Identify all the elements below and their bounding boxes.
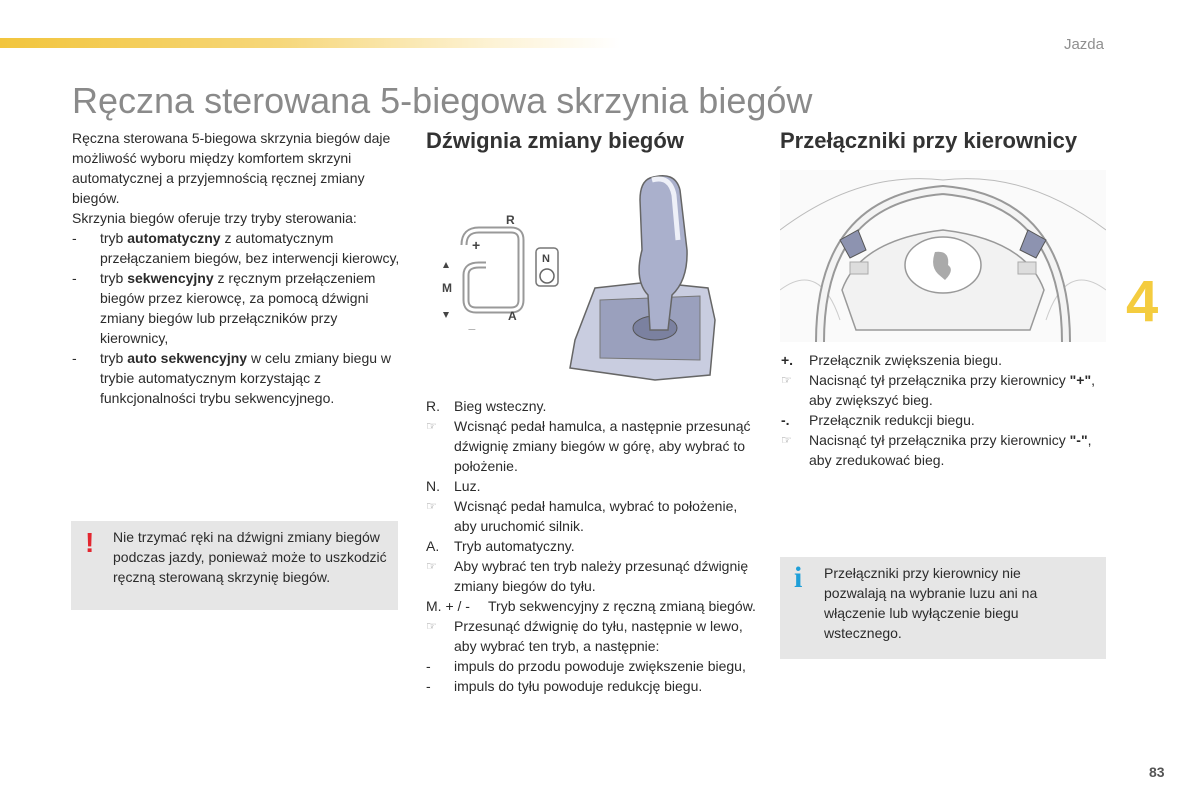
info-box xyxy=(780,557,1106,659)
list-item: M. + / - Tryb sekwencyjny z ręczną zmianą biegów. xyxy=(426,598,756,614)
list-item: -. Przełącznik redukcji biegu. xyxy=(781,412,975,428)
gate-diagram xyxy=(436,210,566,330)
mode-item: - tryb sekwencyjny z ręcznym przełączeniem biegów przez kierowcę, za pomocą dźwigni zmiany biegów lub przełączników przy kierownicy, xyxy=(72,270,376,346)
exclamation-icon: ! xyxy=(85,527,95,558)
page-title: Ręczna sterowana 5-biegowa skrzynia biegów xyxy=(72,80,813,121)
intro-paragraph: Ręczna sterowana 5-biegowa skrzynia biegów daje możliwość wyboru między komfortem skrzyni automatycznej a przyjemnością ręcznej zmiany biegów. xyxy=(72,130,391,206)
start-button-icon xyxy=(540,269,554,283)
list-item: - impuls do tyłu powoduje redukcję biegu. xyxy=(426,678,703,694)
list-item: ☞ Nacisnąć tył przełącznika przy kierownicy "+", aby zwiększyć bieg. xyxy=(781,372,1095,408)
lever-heading: Dźwignia zmiany biegów xyxy=(426,128,684,153)
section-name: Jazda xyxy=(1063,36,1104,53)
list-item: +. Przełącznik zwiększenia biegu. xyxy=(781,352,1002,368)
list-item: ☞ Przesunąć dźwignię do tyłu, następnie w lewo, aby wybrać ten tryb, a następnie: xyxy=(426,618,743,654)
gate-label-plus: + xyxy=(472,237,481,253)
mode-item: - tryb auto sekwencyjny w celu zmiany biegu w trybie automatycznym korzystając z funkcjonalności trybu sekwencyjnego. xyxy=(72,350,392,406)
intro-paragraph: Skrzynia biegów oferuje trzy tryby sterowania: xyxy=(72,210,357,226)
gate-label-a: A xyxy=(508,309,517,323)
warning-text: Nie trzymać ręki na dźwigni zmiany biegów podczas jazdy, ponieważ może to uszkodzić ręczną sterowaną skrzynię biegów. xyxy=(113,529,387,585)
list-item: R. Bieg wsteczny. xyxy=(426,398,547,414)
list-item: - impuls do przodu powoduje zwiększenie biegu, xyxy=(426,658,746,674)
steering-wheel-illustration xyxy=(780,170,1106,342)
gate-label-r: R xyxy=(506,213,515,227)
list-item: N. Luz. xyxy=(426,478,481,494)
intro-column xyxy=(72,128,402,408)
warning-box xyxy=(71,521,398,610)
list-item: A. Tryb automatyczny. xyxy=(426,538,575,554)
info-text: Przełączniki przy kierownicy nie pozwalają na wybranie luzu ani na włączenie lub wyłączenie biegu wstecznego. xyxy=(824,565,1038,641)
gear-lever-illustration xyxy=(560,170,720,385)
mode-item: - tryb automatyczny z automatycznym przełączaniem biegów, bez interwencji kierowcy, xyxy=(72,230,400,266)
list-item: ☞ Aby wybrać ten tryb należy przesunąć dźwignię zmiany biegów do tyłu. xyxy=(426,558,749,594)
list-item: ☞ Nacisnąć tył przełącznika przy kierownicy "-", aby zredukować bieg. xyxy=(781,432,1092,468)
info-icon: i xyxy=(794,561,803,594)
page-number: 83 xyxy=(1149,764,1165,780)
paddles-heading: Przełączniki przy kierownicy xyxy=(780,128,1078,153)
gate-label-minus: – xyxy=(468,321,476,330)
header-accent-bar xyxy=(0,38,620,48)
gate-label-m: M xyxy=(442,281,452,295)
lever-list xyxy=(426,396,756,696)
list-item: ☞ Wcisnąć pedał hamulca, a następnie przesunąć dźwignię zmiany biegów w górę, aby wybrać to położenie. xyxy=(426,418,751,474)
gate-label-n: N xyxy=(542,253,550,265)
list-item: ☞ Wcisnąć pedał hamulca, wybrać to położenie, aby uruchomić silnik. xyxy=(426,498,738,534)
chapter-number: 4 xyxy=(1126,269,1159,334)
paddles-list xyxy=(781,350,1111,470)
